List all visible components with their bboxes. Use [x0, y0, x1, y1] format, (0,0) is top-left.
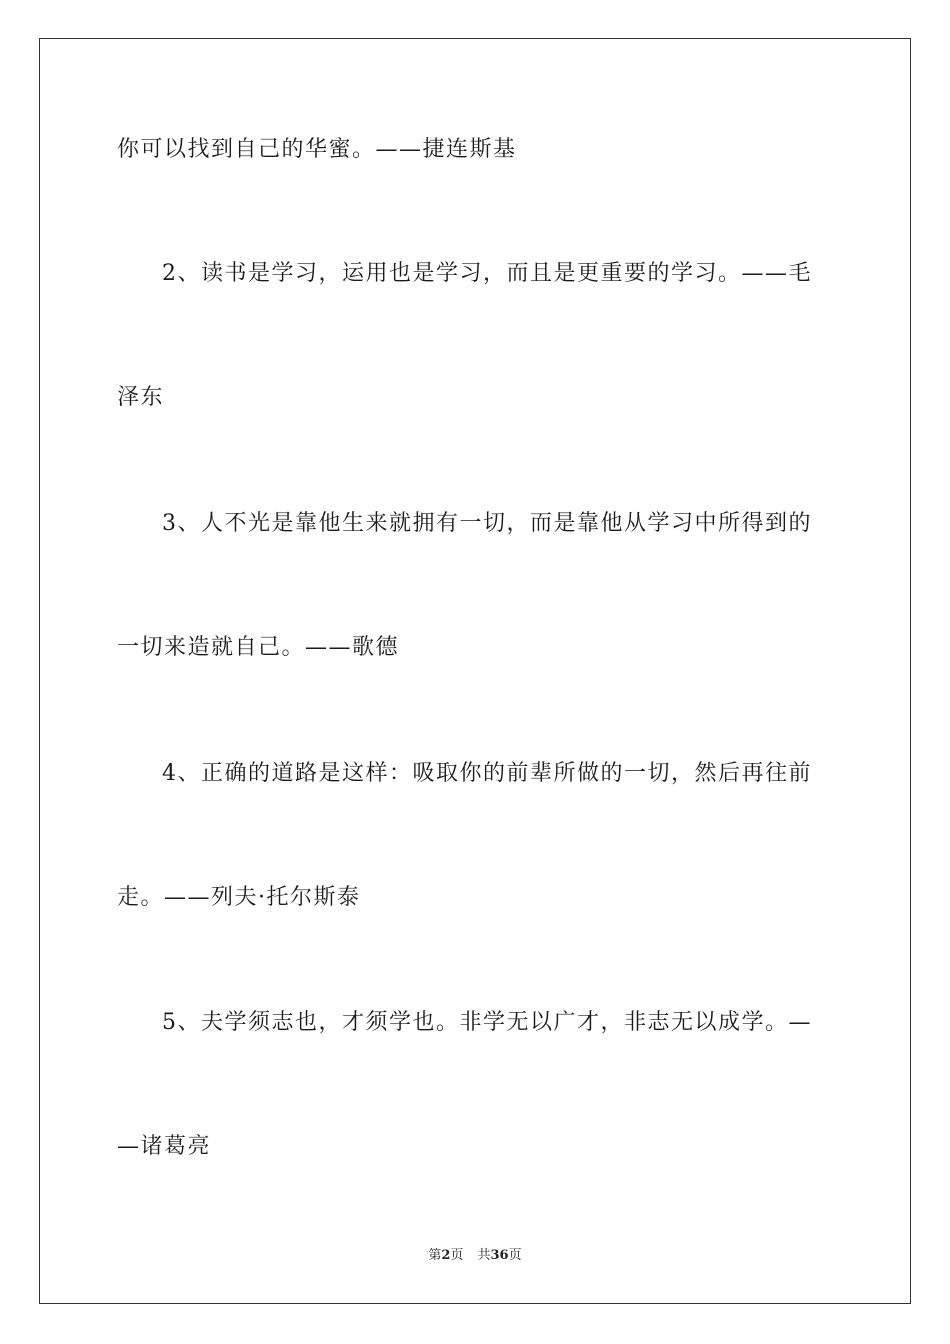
footer-page-suffix: 页: [450, 1248, 464, 1263]
text-line-6: 4、正确的道路是这样：吸取你的前辈所做的一切，然后再往前: [162, 761, 812, 786]
page-border: [39, 38, 911, 1304]
footer-total-suffix: 页: [508, 1248, 522, 1263]
footer-total-prefix: 共: [477, 1248, 491, 1263]
text-line-5: 一切来造就自己。——歌德: [117, 635, 400, 660]
text-line-1: 你可以找到自己的华蜜。——捷连斯基: [117, 137, 517, 162]
text-line-8: 5、夫学须志也，才须学也。非学无以广才，非志无以成学。—: [162, 1010, 812, 1035]
footer-page-number: 2: [441, 1248, 451, 1263]
text-line-4: 3、人不光是靠他生来就拥有一切，而是靠他从学习中所得到的: [162, 511, 812, 536]
footer-total-pages: 36: [490, 1248, 509, 1263]
text-line-9: —诸葛亮: [117, 1134, 212, 1159]
page-footer: [0, 1247, 950, 1265]
text-line-7: 走。——列夫·托尔斯泰: [117, 885, 361, 910]
text-line-3: 泽东: [117, 385, 165, 410]
footer-page-prefix: 第: [428, 1248, 442, 1263]
text-line-2: 2、读书是学习，运用也是学习，而且是更重要的学习。——毛: [162, 261, 812, 286]
